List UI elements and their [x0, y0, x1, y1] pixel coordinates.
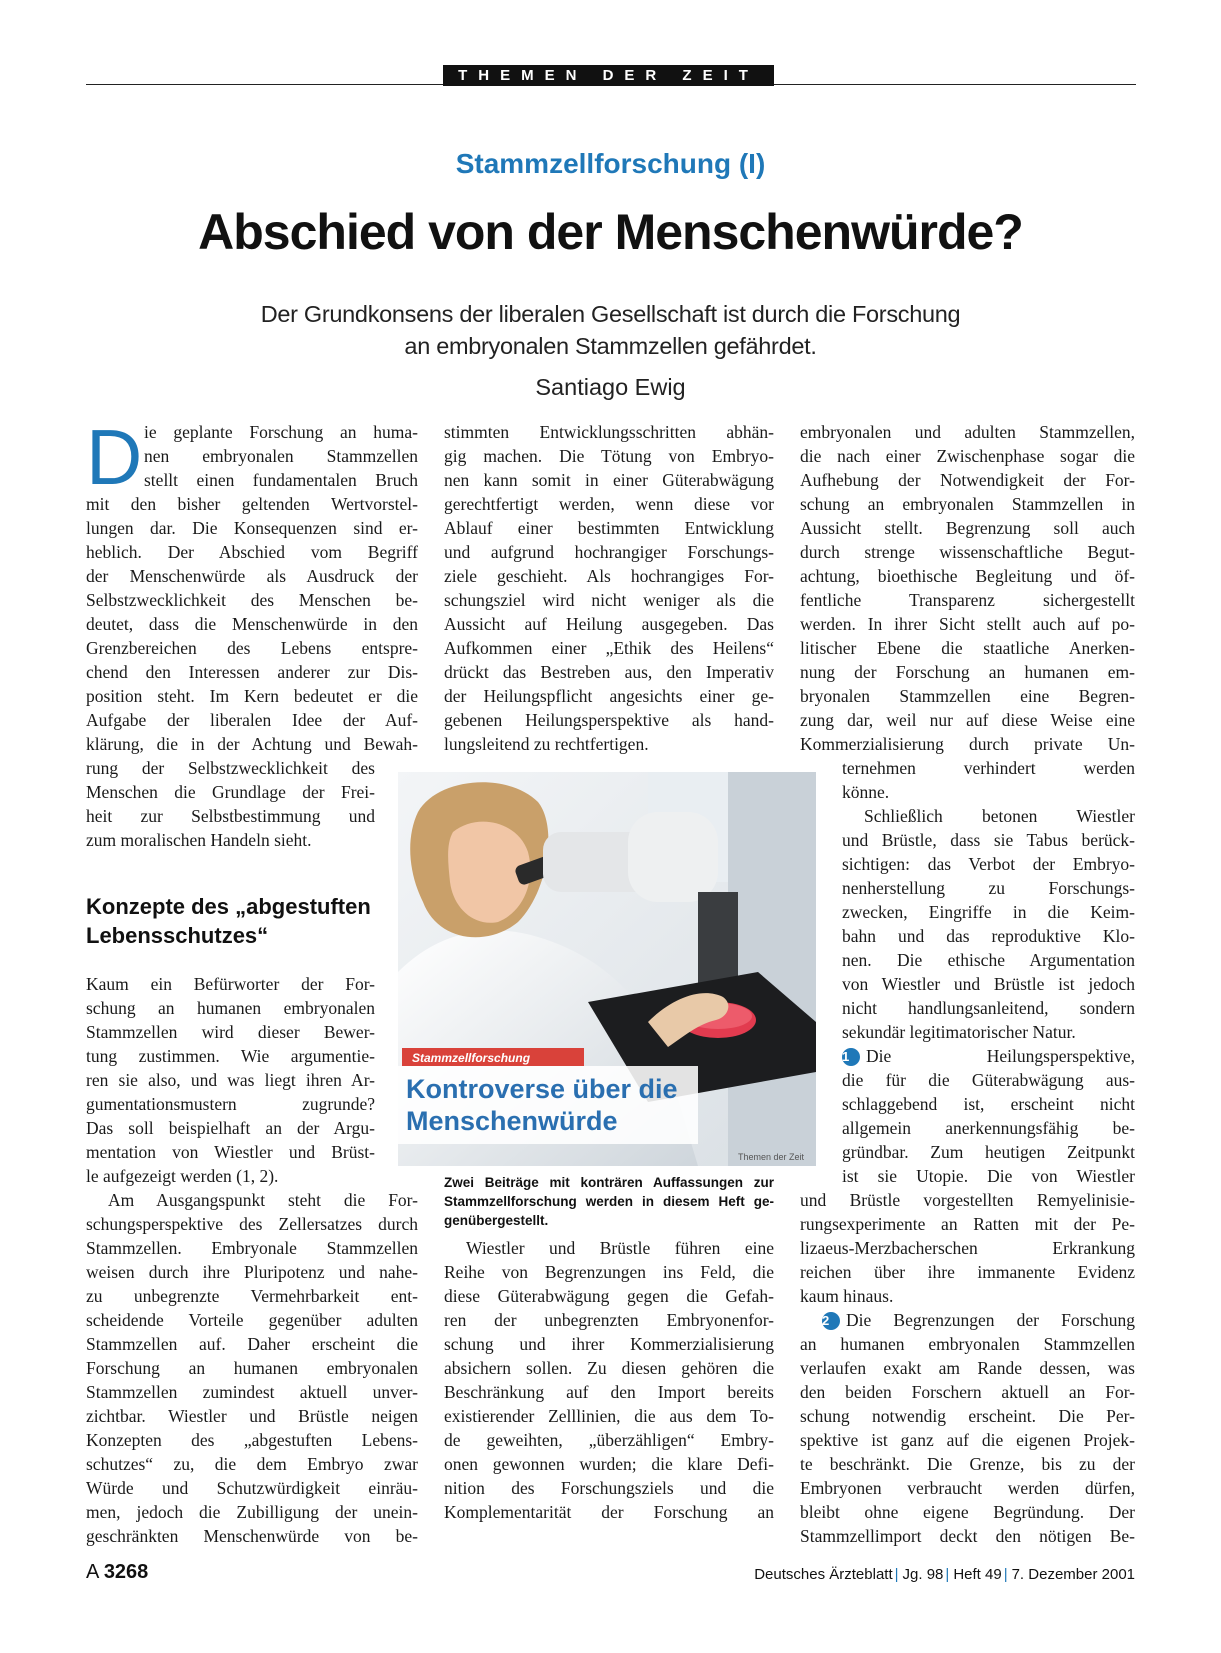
text-line: von Wiestler und Brüstle ist jedoch — [842, 974, 1135, 994]
col1-para3 — [86, 1188, 418, 1548]
text-line: Aussicht auf Heilung ausgegeben. Das — [444, 614, 774, 634]
page-value: 3268 — [103, 1561, 149, 1583]
separator: | — [894, 1566, 899, 1583]
text-line: Stammzellen wird dieser Bewer- — [86, 1022, 375, 1042]
text-line: Aufgabe der liberalen Idee der Auf- — [86, 710, 418, 730]
text-line: absichern sollen. Zu diesen gehören die — [444, 1358, 774, 1378]
text-line: könne. — [842, 782, 890, 802]
separator: | — [945, 1566, 950, 1583]
page-prefix: A — [86, 1561, 99, 1583]
text-line: men, jedoch die Zubilligung der unein- — [86, 1502, 418, 1522]
page-number — [86, 1561, 148, 1584]
journal-name: Deutsches Ärzteblatt — [754, 1566, 893, 1583]
text-line: durch strenge wissenschaftliche Begut- — [800, 542, 1135, 562]
text-line: nen embryonalen Stammzellen — [144, 446, 418, 466]
text-line: nenherstellung zu Forschungs- — [842, 878, 1135, 898]
text-line: und Brüstle vorgestellten Remyelinisie- — [800, 1190, 1135, 1210]
figure-illustration — [398, 772, 816, 1166]
col1-para2 — [86, 972, 375, 1188]
figure-banner-line2: Menschenwürde — [406, 1106, 618, 1136]
text-line: bryonalen Stammzellen eine Begren- — [800, 686, 1135, 706]
article-title: Abschied von der Menschenwürde? — [198, 204, 1023, 260]
separator: | — [1003, 1566, 1008, 1583]
text-line: ternehmen verhindert werden — [842, 758, 1135, 778]
text-line: zung dar, weil nur auf diese Weise eine — [800, 710, 1135, 730]
text-line: spektive ist ganz auf die eigenen Projek- — [800, 1430, 1135, 1450]
text-line: Wiestler und Brüstle führen eine — [466, 1238, 774, 1258]
text-line: lungen dar. Die Konsequenzen sind er- — [86, 518, 418, 538]
kicker: Stammzellforschung (I) — [455, 148, 766, 179]
text-line: chend den Interessen anderer zur Dis- — [86, 662, 418, 682]
text-line: Aussicht stellt. Begrenzung soll auch — [800, 518, 1135, 538]
text-line: und aufgrund hochrangiger Forschungs- — [444, 542, 774, 562]
col2-para2 — [444, 1236, 774, 1524]
text-line: gründbar. Zum heutigen Zeitpunkt — [842, 1142, 1135, 1162]
text-line: Grenzbereichen des Lebens entspre- — [86, 638, 418, 658]
figure-corner-text: Themen der Zeit — [738, 1152, 805, 1162]
text-line: lizaeus-Merzbacherschen Erkrankung — [800, 1238, 1135, 1258]
marker-2-icon: 2 — [822, 1312, 840, 1330]
rubric-label: THEMEN DER ZEIT — [443, 65, 774, 86]
text-line: der Menschenwürde als Ausdruck der — [86, 566, 418, 586]
text-line: Kommerzialisierung durch private Un- — [800, 734, 1135, 754]
text-line: sekundär legitimatorischer Natur. — [842, 1022, 1076, 1042]
text-line: ie geplante Forschung an huma- — [144, 422, 418, 442]
text-line: Stammzellen zumindest aktuell unver- — [86, 1382, 418, 1402]
caption-line: Stammzellforschung werden in diesem Heft ge- — [444, 1194, 774, 1209]
text-line: heit zur Selbstbestimmung und — [86, 806, 375, 826]
text-line: Stammzellimport deckt den nötigen Be- — [800, 1526, 1135, 1546]
text-line: rung der Selbstzwecklichkeit des — [86, 758, 375, 778]
section-heading-line: Lebensschutzes“ — [86, 923, 269, 948]
text-line: gig machen. Die Tötung von Embryo- — [444, 446, 774, 466]
text-line: ren der unbegrenzten Embryonenfor- — [444, 1310, 774, 1330]
text-line: deutet, dass die Menschenwürde in den — [86, 614, 418, 634]
text-line: bleibt ohne eigene Begründung. Der — [800, 1502, 1135, 1522]
text-line: ziele geschieht. Als hochrangiges For- — [444, 566, 774, 586]
text-line: stimmten Entwicklungsschritten abhän- — [444, 422, 774, 442]
text-line: der Heilungspflicht angesichts einer ge- — [444, 686, 774, 706]
text-line: heblich. Der Abschied vom Begriff — [86, 542, 418, 562]
text-line: gerechtfertigt werden, wenn diese vor — [444, 494, 774, 514]
text-line: Stammzellen auf. Daher erscheint die — [86, 1334, 418, 1354]
col2-para1 — [444, 420, 774, 756]
text-line: Stammzellen. Embryonale Stammzellen — [86, 1238, 418, 1258]
text-line: de geweihten, „überzähligen“ Embry- — [444, 1430, 774, 1450]
text-line: ist sie Utopie. Die von Wiestler — [842, 1166, 1135, 1186]
text-line: te beschränkt. Die Grenze, bis zu der — [800, 1454, 1135, 1474]
col3-para1-a — [800, 420, 1135, 756]
text-line: Aufhebung der Notwendigkeit der For- — [800, 470, 1135, 490]
text-line: fentliche Transparenz sichergestellt — [800, 590, 1135, 610]
text-line: achtung, bioethische Begleitung und öf- — [800, 566, 1135, 586]
text-line: bahn und das reproduktive Klo- — [842, 926, 1135, 946]
text-line: reichen über ihre immanente Evidenz — [800, 1262, 1135, 1282]
text-line: gumentationsmustern zugrunde? — [86, 1094, 375, 1114]
text-line: scheidende Vorteile gegenüber adulten — [86, 1310, 418, 1330]
text-line: Am Ausgangspunkt steht die For- — [108, 1190, 418, 1210]
text-line — [842, 1044, 1135, 1068]
text-line: und Brüstle, dass sie Tabus berück- — [842, 830, 1135, 850]
text-line: tung zustimmen. Wie argumentie- — [86, 1046, 375, 1066]
text-line: le aufgezeigt werden (1, 2). — [86, 1166, 279, 1186]
text-line: werden. In ihrer Sicht stellt auch auf po- — [800, 614, 1135, 634]
text-line: zum moralischen Handeln sieht. — [86, 830, 312, 850]
text-line: schungsperspektive des Zellersatzes durch — [86, 1214, 418, 1234]
text-line: den beiden Forschern aktuell an For- — [800, 1382, 1135, 1402]
text-line: Komplementarität der Forschung an — [444, 1502, 774, 1522]
text-line: nung der Forschung an humanen em- — [800, 662, 1135, 682]
text-line: schutzes“ zu, die dem Embryo zwar — [86, 1454, 418, 1474]
text-line: Würde und Schutzwürdigkeit einräu- — [86, 1478, 418, 1498]
lead-line: Der Grundkonsens der liberalen Gesellschaft ist durch die Forschung — [260, 301, 961, 327]
text-line: an humanen embryonalen Stammzellen — [800, 1334, 1135, 1354]
text-line: sichtigen: das Verbot der Embryo- — [842, 854, 1135, 874]
figure-banner-line1: Kontroverse über die — [406, 1074, 678, 1104]
text-line: mentation von Wiestler und Brüst- — [86, 1142, 375, 1162]
text-line: allgemein anerkennungsfähig be- — [842, 1118, 1135, 1138]
text-line: Konzepten des „abgestuften Lebens- — [86, 1430, 418, 1450]
text-line: die nach einer Zwischenphase sogar die — [800, 446, 1135, 466]
col3-para3 — [800, 1188, 1135, 1548]
text-line: Schließlich betonen Wiestler — [864, 806, 1135, 826]
text-line: kaum hinaus. — [800, 1286, 894, 1306]
text-line: Beschränkung auf den Import bereits — [444, 1382, 774, 1402]
text-line: Das soll beispielhaft an der Argu- — [86, 1118, 375, 1138]
lead-text — [0, 298, 1221, 362]
figure-caption — [444, 1173, 774, 1230]
journal-date: 7. Dezember 2001 — [1011, 1566, 1135, 1583]
text-line: Menschen die Grundlage der Frei- — [86, 782, 375, 802]
text-line: klärung, die in der Achtung und Bewah- — [86, 734, 418, 754]
col3-para1-b — [842, 756, 1135, 1188]
text-line: drückt das Bestreben aus, den Imperativ — [444, 662, 774, 682]
text-line: Reihe von Begrenzungen ins Feld, die — [444, 1262, 774, 1282]
text-line: zwecken, Eingriffe in die Keim- — [842, 902, 1135, 922]
col1-para1-b — [86, 492, 418, 756]
section-heading — [86, 892, 371, 950]
text-line: litischer Ebene die staatliche Anerken- — [800, 638, 1135, 658]
text-line: nen kann somit in einer Güterabwägung — [444, 470, 774, 490]
text-span: Die Begrenzungen der Forschung — [846, 1310, 1135, 1330]
article-figure — [398, 772, 816, 1166]
text-line: mit den bisher geltenden Wertvorstel- — [86, 494, 418, 514]
text-line: nen. Die ethische Argumentation — [842, 950, 1135, 970]
text-line: embryonalen und adulten Stammzellen, — [800, 422, 1135, 442]
figure-banner-small: Stammzellforschung — [412, 1051, 531, 1065]
text-line: nicht handlungsanleitend, sondern — [842, 998, 1135, 1018]
text-line — [800, 1308, 1135, 1332]
text-line: stellt einen fundamentalen Bruch — [144, 470, 418, 490]
text-span: Die Heilungsperspektive, — [866, 1046, 1135, 1066]
text-line: position steht. Im Kern bedeutet er die — [86, 686, 418, 706]
text-line: rungsexperimente an Ratten mit der Pe- — [800, 1214, 1135, 1234]
text-line: Forschung an humanen embryonalen — [86, 1358, 418, 1378]
text-line: verlaufen exakt am Rande dessen, was — [800, 1358, 1135, 1378]
text-line: nition des Forschungsziels und die — [444, 1478, 774, 1498]
text-line: weisen durch ihre Pluripotenz und nahe- — [86, 1262, 418, 1282]
text-line: zichtbar. Wiestler und Brüstle neigen — [86, 1406, 418, 1426]
text-line: schung an embryonalen Stammzellen in — [800, 494, 1135, 514]
col1-para1-c — [86, 756, 375, 852]
marker-1-icon: 1 — [842, 1048, 860, 1066]
col1-para1-a — [144, 420, 418, 492]
text-line: schungsziel wird nicht weniger als die — [444, 590, 774, 610]
journal-issue: Heft 49 — [953, 1566, 1002, 1583]
author: Santiago Ewig — [535, 374, 686, 400]
text-line: schlaggebend ist, erscheint nicht — [842, 1094, 1135, 1114]
text-line: schung und ihrer Kommerzialisierung — [444, 1334, 774, 1354]
text-line: schung notwendig erscheint. Die Per- — [800, 1406, 1135, 1426]
text-line: gebenen Heilungsperspektive als hand- — [444, 710, 774, 730]
text-line: existierender Zelllinien, die aus dem To- — [444, 1406, 774, 1426]
drop-cap: D — [86, 413, 143, 501]
text-line: Aufkommen einer „Ethik des Heilens“ — [444, 638, 774, 658]
text-line: diese Güterabwägung gegen die Gefah- — [444, 1286, 774, 1306]
journal-info — [754, 1566, 1135, 1583]
section-heading-line: Konzepte des „abgestuften — [86, 894, 371, 919]
text-line: geschränkten Menschenwürde von be- — [86, 1526, 418, 1546]
caption-line: genübergestellt. — [444, 1213, 549, 1228]
text-line: Embryonen verbraucht werden dürfen, — [800, 1478, 1135, 1498]
text-line: lungsleitend zu rechtfertigen. — [444, 734, 649, 754]
caption-line: Zwei Beiträge mit konträren Auffassungen zur — [444, 1175, 774, 1190]
text-line: schung an humanen embryonalen — [86, 998, 375, 1018]
text-line: Kaum ein Befürworter der For- — [86, 974, 375, 994]
text-line: zu unbegrenzte Vermehrbarkeit ent- — [86, 1286, 418, 1306]
text-line: Selbstzwecklichkeit des Menschen be- — [86, 590, 418, 610]
lead-line: an embryonalen Stammzellen gefährdet. — [404, 333, 817, 359]
journal-volume: Jg. 98 — [902, 1566, 944, 1583]
text-line: ren sie also, und was liegt ihren Ar- — [86, 1070, 375, 1090]
text-line: Ablauf einer bestimmten Entwicklung — [444, 518, 774, 538]
text-line: die für die Güterabwägung aus- — [842, 1070, 1135, 1090]
text-line: onen gewonnen wurden; die klare Defi- — [444, 1454, 774, 1474]
